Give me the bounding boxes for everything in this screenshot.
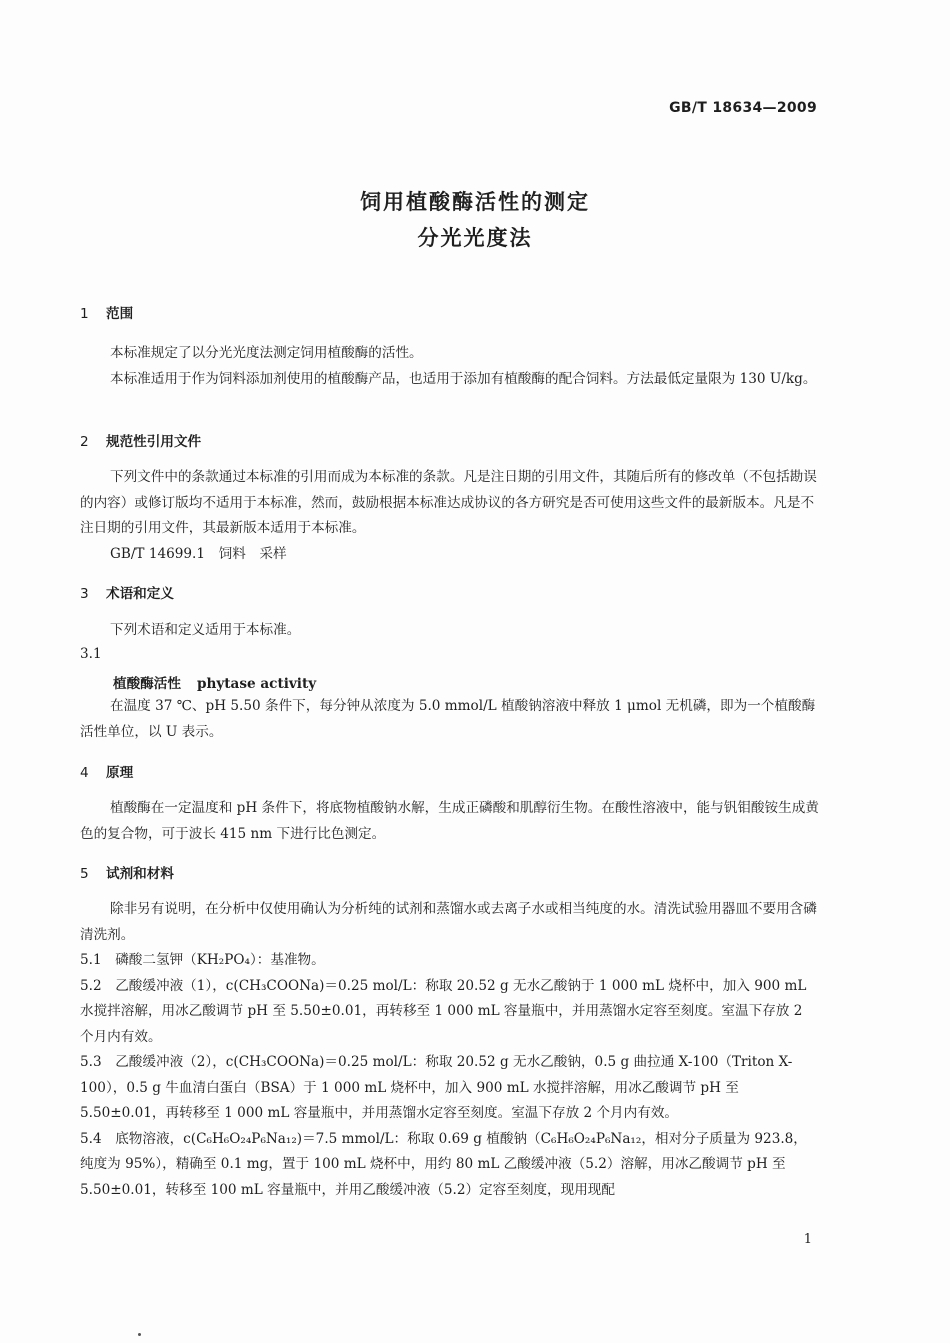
normative-reference: GB/T 14699.1 饲料 采样 [110, 545, 287, 562]
section-3-body [80, 618, 820, 644]
section-3-heading [80, 582, 174, 602]
term-entry [113, 672, 316, 692]
section-5-body [80, 897, 820, 1203]
paragraph: 本标准规定了以分光光度法测定饲用植酸酶的活性。 [110, 345, 423, 361]
section-title: 试剂和材料 [106, 866, 174, 882]
section-title: 范围 [106, 306, 134, 322]
section-number: 3 [80, 586, 89, 602]
list-item: 5.3 乙酸缓冲液（2），c(CH₃COONa)＝0.25 mol/L：称取 20.52 g 无水乙酸钠，0.5 g 曲拉通 X-100（Triton X-100），0.5 g 牛血清白蛋白（BSA）于 1 000 mL 烧杯中，加入 900 mL 水搅拌溶解，用冰乙酸调节 pH 至 5.50±0.01，再转移至 1 000 mL 容量瓶中，并用蒸馏水定容至刻度。室温下存放 2 个月内有效。 [80, 1054, 793, 1121]
section-number: 2 [80, 434, 89, 450]
section-1-heading [80, 302, 133, 322]
section-title: 原理 [106, 765, 134, 781]
section-1-body [80, 341, 820, 392]
term-english: phytase activity [196, 676, 317, 692]
document-subtitle: 分光光度法 [417, 226, 533, 250]
scan-speck [138, 1333, 141, 1336]
paragraph: 下列术语和定义适用于本标准。 [110, 622, 301, 638]
term-definition [80, 694, 820, 745]
list-item: 5.1 磷酸二氢钾（KH₂PO₄）：基准物。 [80, 952, 325, 968]
paragraph: 植酸酶在一定温度和 pH 条件下，将底物植酸钠水解，生成正磷酸和肌醇衍生物。在酸性溶液中，能与钒钼酸铵生成黄色的复合物，可于波长 415 nm 下进行比色测定。 [80, 800, 819, 842]
section-2-heading [80, 430, 201, 450]
list-item: 5.2 乙酸缓冲液（1），c(CH₃COONa)＝0.25 mol/L：称取 20.52 g 无水乙酸钠于 1 000 mL 烧杯中，加入 900 mL 水搅拌溶解，用冰乙酸调节 pH 至 5.50±0.01，再转移至 1 000 mL 容量瓶中，并用蒸馏水定容至刻度。室温下存放 2 个月内有效。 [80, 977, 807, 1045]
section-number: 1 [80, 306, 89, 322]
paragraph: 在温度 37 ℃、pH 5.50 条件下，每分钟从浓度为 5.0 mmol/L 植酸钠溶液中释放 1 μmol 无机磷，即为一个植酸酶活性单位，以 U 表示。 [80, 698, 816, 740]
section-2-body [80, 465, 820, 567]
section-number: 4 [80, 765, 89, 781]
paragraph: 下列文件中的条款通过本标准的引用而成为本标准的条款。凡是注日期的引用文件，其随后所有的修改单（不包括勘误的内容）或修订版均不适用于本标准，然而，鼓励根据本标准达成协议的各方研究是否可使用这些文件的最新版本。凡是不注日期的引用文件，其最新版本适用于本标准。 [80, 469, 817, 536]
section-number: 5 [80, 866, 89, 882]
section-4-heading [80, 761, 133, 781]
standard-number: GB/T 18634—2009 [669, 100, 817, 116]
section-4-body [80, 796, 820, 847]
document-title: 饲用植酸酶活性的测定 [360, 190, 590, 214]
paragraph: 除非另有说明，在分析中仅使用确认为分析纯的试剂和蒸馏水或去离子水或相当纯度的水。清洗试验用器皿不要用含磷清洗剂。 [80, 901, 817, 943]
section-5-heading [80, 862, 174, 882]
section-title: 术语和定义 [106, 586, 174, 602]
paragraph: 本标准适用于作为饲料添加剂使用的植酸酶产品，也适用于添加有植酸酶的配合饲料。方法最低定量限为 130 U/kg。 [110, 370, 817, 387]
page-number: 1 [803, 1232, 812, 1247]
list-item: 5.4 底物溶液，c(C₆H₆O₂₄P₆Na₁₂)＝7.5 mmol/L：称取 0.69 g 植酸钠（C₆H₆O₂₄P₆Na₁₂，相对分子质量为 923.8，纯度为 95%），精确至 0.1 mg，置于 100 mL 烧杯中，用约 80 mL 乙酸缓冲液（5.2）溶解，用冰乙酸调节 pH 至 5.50±0.01，转移至 100 mL 容量瓶中，并用乙酸缓冲液（5.2）定容至刻度，现用现配 [80, 1130, 807, 1198]
subclause-number: 3.1 [80, 646, 102, 662]
term-chinese: 植酸酶活性 [113, 676, 181, 692]
section-title: 规范性引用文件 [106, 434, 202, 450]
